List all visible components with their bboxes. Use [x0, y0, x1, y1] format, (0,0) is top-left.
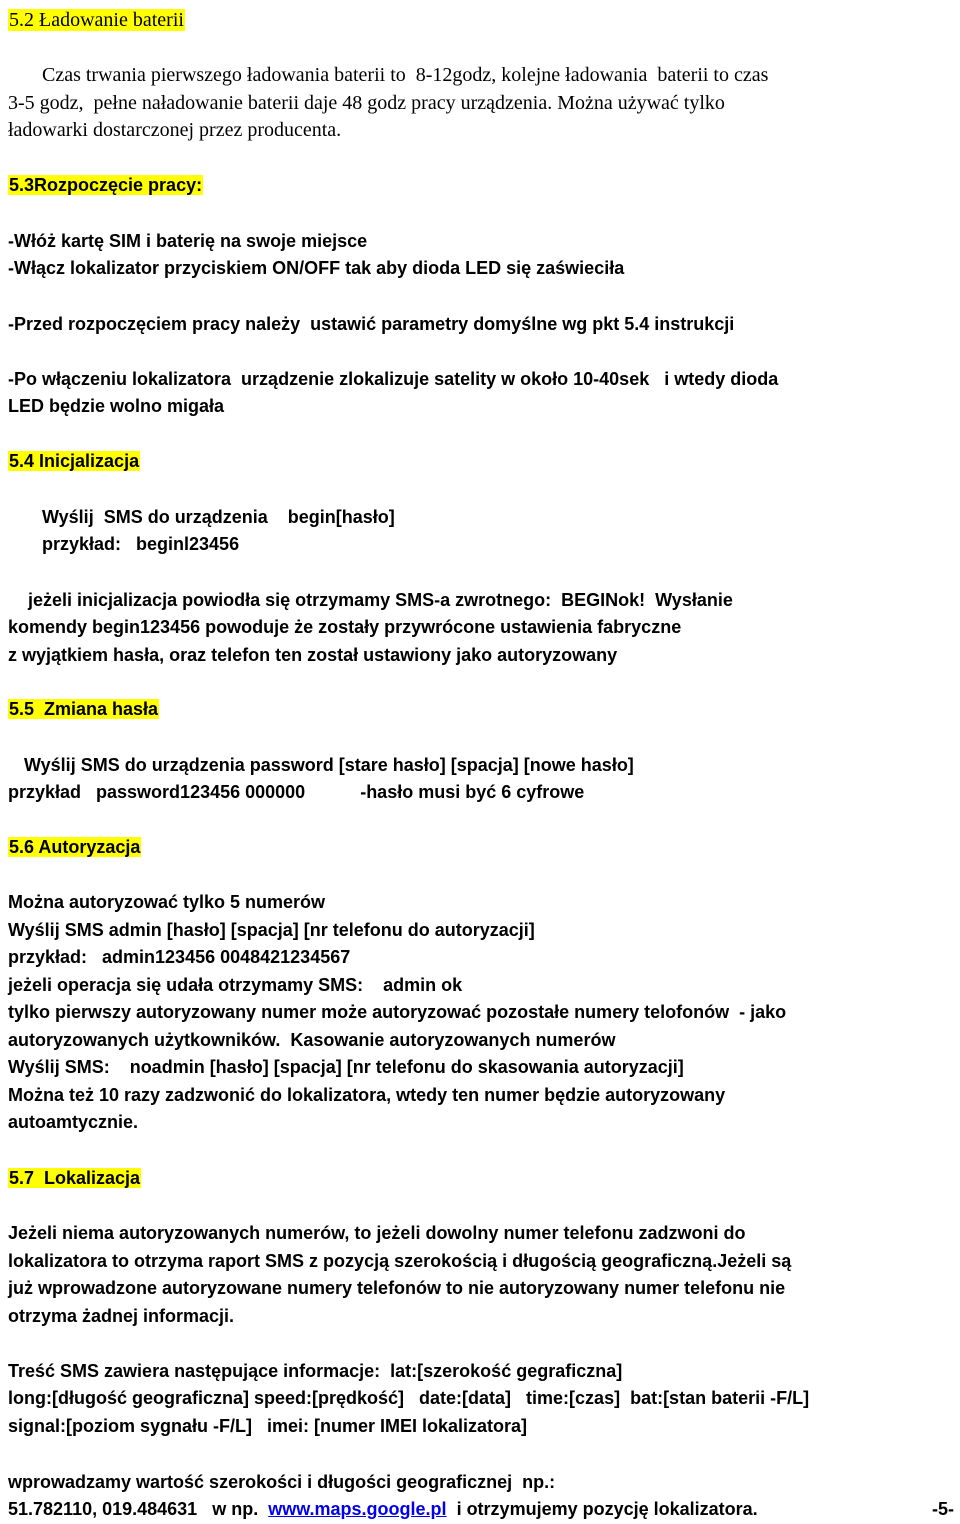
section-5-3-heading: 5.3Rozpoczęcie pracy: — [9, 175, 203, 195]
body-line: Treść SMS zawiera następujące informacje: lat:[szerokość gegraficzna] — [8, 1361, 623, 1381]
body-line: autoamtycznie. — [8, 1112, 139, 1132]
body-line: -Włącz lokalizator przyciskiem ON/OFF tak aby dioda LED się zaświeciła — [8, 258, 625, 278]
body-line: long:[długość geograficzna] speed:[prędkość] date:[data] time:[czas] bat:[stan baterii -F/L] — [8, 1388, 810, 1408]
section-5-2-heading: 5.2 Ładowanie baterii — [9, 9, 184, 31]
body-line: lokalizatora to otrzyma raport SMS z pozycją szerokością i długością geograficzną.Jeżeli są — [8, 1251, 792, 1271]
body-line: jeżeli operacja się udała otrzymamy SMS: admin ok — [8, 975, 463, 995]
body-line: Wyślij SMS do urządzenia password [stare hasło] [spacja] [nowe hasło] — [24, 755, 634, 775]
body-line: Czas trwania pierwszego ładowania baterii to 8-12godz, kolejne ładowania baterii to czas — [42, 64, 769, 86]
body-line: Wyślij SMS admin [hasło] [spacja] [nr telefonu do autoryzacji] — [8, 920, 535, 940]
body-line: komendy begin123456 powoduje że zostały przywrócone ustawienia fabryczne — [8, 617, 682, 637]
body-line: 3-5 godz, pełne naładowanie baterii daje 48 godz pracy urządzenia. Można używać tylko — [8, 92, 725, 114]
body-line: Jeżeli niema autoryzowanych numerów, to jeżeli dowolny numer telefonu zadzwoni do — [8, 1223, 746, 1243]
section-5-5-heading: 5.5 Zmiana hasła — [9, 699, 159, 719]
body-line: jeżeli inicjalizacja powiodła się otrzymamy SMS-a zwrotnego: BEGINok! Wysłanie — [28, 590, 733, 610]
final-line — [8, 1497, 758, 1521]
section-5-7-heading: 5.7 Lokalizacja — [9, 1168, 141, 1188]
body-line: przykład: admin123456 0048421234567 — [8, 947, 351, 967]
body-line: signal:[poziom sygnału -F/L] imei: [numer IMEI lokalizatora] — [8, 1416, 528, 1436]
body-line: Wyślij SMS do urządzenia begin[hasło] — [42, 507, 395, 527]
body-line: wprowadzamy wartość szerokości i długości geograficznej np.: — [8, 1472, 556, 1492]
body-line: Wyślij SMS: noadmin [hasło] [spacja] [nr telefonu do skasowania autoryzacji] — [8, 1057, 684, 1077]
body-line: autoryzowanych użytkowników. Kasowanie autoryzowanych numerów — [8, 1030, 616, 1050]
body-line: przykład: beginl23456 — [42, 534, 240, 554]
body-line: Można też 10 razy zadzwonić do lokalizatora, wtedy ten numer będzie autoryzowany — [8, 1085, 726, 1105]
section-5-6-heading: 5.6 Autoryzacja — [9, 837, 141, 857]
body-line: otrzyma żadnej informacji. — [8, 1306, 235, 1326]
body-line: Można autoryzować tylko 5 numerów — [8, 892, 326, 912]
section-5-4-heading: 5.4 Inicjalizacja — [9, 451, 140, 471]
body-line: -Po włączeniu lokalizatora urządzenie zlokalizuje satelity w około 10-40sek i wtedy dioda — [8, 369, 779, 389]
body-line: przykład password123456 000000 -hasło musi być 6 cyfrowe — [8, 782, 585, 802]
maps-link[interactable]: www.maps.google.pl — [268, 1499, 447, 1519]
body-line: -Włóż kartę SIM i baterię na swoje miejsce — [8, 231, 368, 251]
body-line: ładowarki dostarczonej przez producenta. — [8, 119, 342, 141]
body-line: LED będzie wolno migała — [8, 396, 225, 416]
page-number: -5- — [932, 1499, 954, 1519]
final-line-suffix: i otrzymujemy pozycję lokalizatora. — [446, 1499, 758, 1519]
body-line: już wprowadzone autoryzowane numery telefonów to nie autoryzowany numer telefonu nie — [8, 1278, 786, 1298]
body-line: z wyjątkiem hasła, oraz telefon ten został ustawiony jako autoryzowany — [8, 645, 618, 665]
body-line: -Przed rozpoczęciem pracy należy ustawić parametry domyślne wg pkt 5.4 instrukcji — [8, 314, 735, 334]
body-line: tylko pierwszy autoryzowany numer może autoryzować pozostałe numery telofonów - jako — [8, 1002, 787, 1022]
coordinates-text: 51.782110, 019.484631 w np. — [8, 1499, 269, 1519]
